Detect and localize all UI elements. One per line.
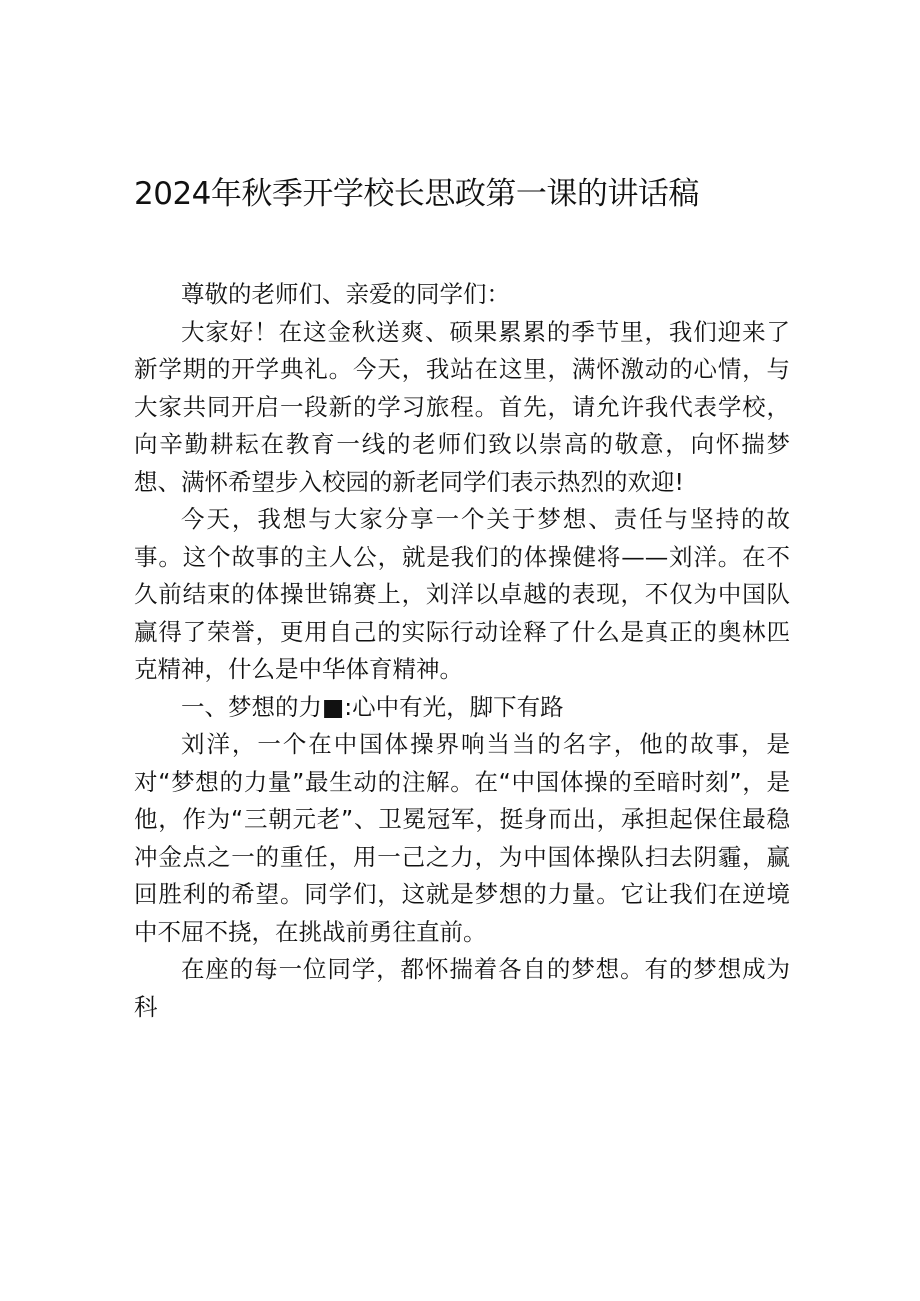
document-body bbox=[134, 276, 790, 1026]
document-title: 2024年秋季开学校长思政第一课的讲话稿 bbox=[134, 176, 699, 212]
salutation-paragraph: 尊敬的老师们、亲爱的同学们： bbox=[181, 280, 510, 308]
students-dream-paragraph: 在座的每一位同学，都怀揣着各自的梦想。有的梦想成为科 bbox=[134, 955, 790, 1021]
dream-power-paragraph: 刘洋，一个在中国体操界响当当的名字，他的故事，是对“梦想的力量”最生动的注解。在“中国体操的至暗时刻”，是他，作为“三朝元老”、卫冕冠军，挺身而出，承担起保住最稳冲金点之一的重任，用一己之力，为中国体操队扫去阴霾，赢回胜利的希望。同学们，这就是梦想的力量。它让我们在逆境中不屈不挠，在挑战前勇往直前。 bbox=[134, 730, 790, 946]
section-heading-1: 一、梦想的力■:心中有光，脚下有路 bbox=[181, 692, 564, 721]
story-intro-paragraph: 今天，我想与大家分享一个关于梦想、责任与坚持的故事。这个故事的主人公，就是我们的体操健将——刘洋。在不久前结束的体操世锦赛上，刘洋以卓越的表现，不仅为中国队赢得了荣誉，更用自己的实际行动诠释了什么是真正的奥林匹克精神，什么是中华体育精神。 bbox=[134, 505, 790, 683]
greeting-paragraph: 大家好！在这金秋送爽、硕果累累的季节里，我们迎来了新学期的开学典礼。今天，我站在这里，满怀激动的心情，与大家共同开启一段新的学习旅程。首先，请允许我代表学校，向辛勤耕耘在教育一线的老师们致以崇高的敬意，向怀揣梦想、满怀希望步入校园的新老同学们表示热烈的欢迎! bbox=[134, 317, 790, 496]
